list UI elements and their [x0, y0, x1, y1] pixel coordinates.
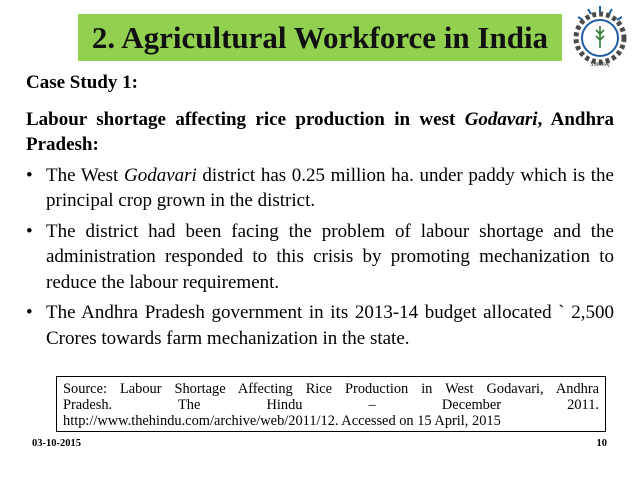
bullet-text: The Andhra Pradesh government in its 2013-14 budget allocated ` 2,500 Crores towards farm mechanization in the state.	[46, 302, 614, 349]
case-title-part: Labour shortage affecting rice production in west	[26, 108, 465, 130]
source-line: Source: Labour Shortage Affecting Rice Production in West Godavari, Andhra	[63, 381, 599, 397]
source-url: http://www.thehindu.com/archive/web/2011/12. Accessed on 15 April, 2015	[63, 413, 501, 429]
bullet-item	[26, 300, 614, 351]
case-title-part: , Andhra Pradesh:	[26, 108, 614, 155]
slide-title: 2. Agricultural Workforce in India	[91, 20, 549, 55]
slide-content	[26, 70, 614, 351]
case-title-italic: Godavari	[464, 108, 538, 130]
footer-date: 03-10-2015	[32, 438, 81, 449]
bullet-dot: •	[26, 164, 33, 186]
case-study-label: Case Study 1:	[26, 72, 138, 93]
source-citation-box	[56, 376, 606, 432]
logo-text: SWARAJ	[590, 62, 610, 68]
case-study-title	[26, 107, 614, 158]
bullet-text: The district had been facing the problem of labour shortage and the administration responded to this crisis by promoting mechanization to reduce the labour requirement.	[46, 220, 614, 293]
bullet-italic: Godavari	[123, 164, 197, 186]
source-line: Pradesh. The Hindu – December 2011.	[63, 397, 599, 413]
bullet-dot: •	[26, 220, 33, 242]
university-logo-icon	[566, 2, 634, 68]
bullet-text: The West	[46, 164, 124, 186]
bullet-text: district has 0.25 million ha. under paddy which is the principal crop grown in the district.	[46, 164, 614, 211]
bullet-item	[26, 219, 614, 296]
page-number: 10	[596, 438, 607, 449]
title-banner	[78, 14, 562, 61]
bullet-item	[26, 163, 614, 214]
bullet-dot: •	[26, 302, 33, 323]
